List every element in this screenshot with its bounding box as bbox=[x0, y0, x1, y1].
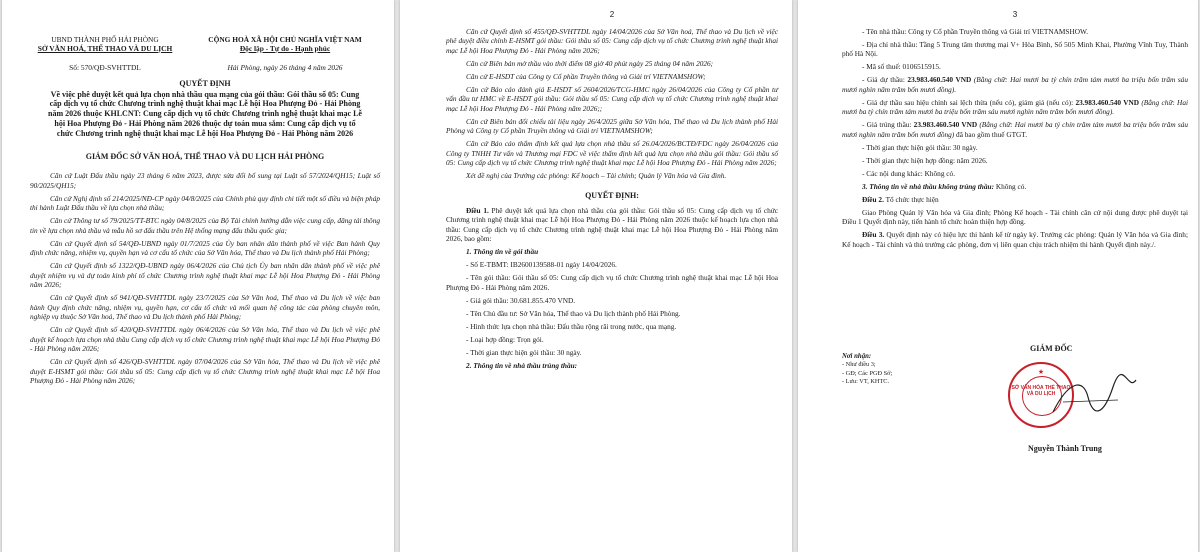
legal-basis-paragraph: Căn cứ Báo cáo thẩm định kết quả lựa chọn nhà thầu số 26.04/2026/BCTĐ/FDC ngày 26/04/2026 của Công ty TNHH Tư vấn và Thương mại FDC về việc thẩm định kết quả lựa chọn nhà thầu gói thầu: Gói thầu số 05: Cung cấp dịch vụ tổ chức Chương trình nghệ thuật khai mạc Lễ hội Hoa Phượng Đỏ - Hải Phòng năm 2026; bbox=[446, 139, 778, 168]
contractor-info-item: - Địa chỉ nhà thầu: Tầng 5 Trung tâm thương mại V+ Hòa Bình, Số 505 Minh Khai, Phường Vĩnh Tuy, Thành phố Hà Nội. bbox=[842, 39, 1188, 59]
section-3 bbox=[842, 182, 1188, 191]
contractor-info-item: - Mã số thuế: 0106515915. bbox=[862, 62, 941, 72]
section-1-heading: 1. Thông tin về gói thầu bbox=[466, 247, 539, 257]
article-3-label: Điều 3. bbox=[862, 230, 885, 240]
recipients-title: Nơi nhận: bbox=[842, 353, 872, 360]
proposal-paragraph: Xét đề nghị của Trưởng các phòng: Kế hoạch – Tài chính; Quản lý Văn hóa và Gia đình. bbox=[466, 171, 727, 181]
legal-basis-paragraph: Căn cứ Quyết định số 941/QĐ-SVHTTDL ngày 23/7/2025 của Sở Văn hoá, Thể thao và Du lịch về việc ban hành Quy định chức năng, nhiệm vụ, quyền hạn, cơ cấu tổ chức và mối quan hệ công tác của phòng chuyên môn, nghiệp vụ thuộc Sở Văn hoá, Thể thao và Du lịch thành phố Hải Phòng; bbox=[30, 293, 380, 322]
signer-title: GIÁM ĐỐC bbox=[1030, 344, 1073, 353]
article-1-label: Điều 1. bbox=[466, 205, 489, 215]
bid-price-words: (Bằng chữ: Hai mươi ba tỷ chín trăm tám mươi ba triệu bốn trăm sáu mươi nghìn năm trăm bốn mươi đồng). bbox=[842, 75, 1188, 94]
legal-basis-paragraph: Căn cứ Quyết định số 455/QĐ-SVHTTDL ngày 14/04/2026 của Sở Văn hoá, Thể thao và Du lịch về việc phê duyệt điều chỉnh E-HSMT gói thầu: Gói thầu số 05: Cung cấp dịch vụ tổ chức Chương trình nghệ thuật khai mạc Lễ hội Hoa Phượng Đỏ - Hải Phòng năm 2026; bbox=[446, 27, 778, 55]
package-info-item: - Giá gói thầu: 30.681.855.470 VND. bbox=[466, 295, 576, 305]
document-number: Số: 570/QĐ-SVHTTDL bbox=[69, 62, 141, 72]
page-3 bbox=[798, 0, 1198, 552]
page-number: 3 bbox=[1012, 10, 1018, 19]
decision-heading: QUYẾT ĐỊNH: bbox=[585, 190, 639, 200]
issuer-department: SỞ VĂN HOÁ, THỂ THAO VÀ DU LỊCH bbox=[37, 43, 173, 53]
corrected-price-words: (Bằng chữ: Hai mươi ba tỷ chín trăm tám mươi ba triệu bốn trăm sáu mươi nghìn năm trăm bốn mươi đồng). bbox=[842, 97, 1188, 117]
package-info-item: - Số E-TBMT: IB2600139588-01 ngày 14/04/2026. bbox=[466, 260, 617, 270]
winning-price-value: 23.983.460.540 VND bbox=[913, 120, 978, 130]
section-3-value: Không có. bbox=[994, 181, 1027, 191]
national-motto-block bbox=[190, 36, 380, 73]
legal-basis-paragraph: Căn cứ Biên bản mở thầu vào thời điểm 08 giờ 40 phút ngày 25 tháng 04 năm 2026; bbox=[466, 58, 714, 68]
corrected-price-value: 23.983.460.540 VND bbox=[1075, 97, 1140, 107]
legal-bases-continued bbox=[446, 27, 778, 181]
bid-price-value: 23.983.460.540 VND bbox=[907, 75, 972, 85]
bid-price bbox=[842, 75, 1188, 94]
recipient-item: - Lưu: VT, KHTC. bbox=[842, 378, 890, 386]
article-2 bbox=[842, 195, 1188, 204]
page-1 bbox=[2, 0, 394, 552]
package-info-item: - Tên Chủ đầu tư: Sở Văn hóa, Thể thao và Du lịch thành phố Hải Phòng. bbox=[466, 308, 681, 318]
legal-bases bbox=[30, 171, 380, 385]
corrected-price-label: - Giá dự thầu sau hiệu chỉnh sai lệch thừa (nếu có), giảm giá (nếu có): bbox=[862, 97, 1076, 107]
article-1-text: Phê duyệt kết quả lựa chọn nhà thầu của gói thầu: Gói thầu số 05: Cung cấp dịch vụ tổ chức Chương trình nghệ thuật khai mạc Lễ hội Hoa Phượng Đỏ - Hải Phòng năm 2026 thuộc kế hoạch lựa chọn nhà thầu: Cung cấp dịch vụ tổ chức Chương trình nghệ thuật khai mạc Lễ hội Hoa Phượng Đỏ - Hải Phòng năm 2026, bao gồm: bbox=[446, 205, 778, 244]
legal-basis-paragraph: Căn cứ Luật Đấu thầu ngày 23 tháng 6 năm 2023, được sửa đổi bổ sung tại Luật số 57/2024/QH15; Luật số 90/2025/QH15; bbox=[30, 171, 380, 190]
section-3-label: 3. Thông tin về nhà thầu không trúng thầu: bbox=[862, 181, 994, 191]
seal-text: SỞ VĂN HÓA THỂ THAO VÀ DU LỊCH bbox=[1011, 385, 1071, 397]
recipient-item: - GĐ; Các PGĐ Sở; bbox=[842, 369, 893, 377]
legal-basis-paragraph: Căn cứ E-HSDT của Công ty Cổ phần Truyền thông và Giải trí VIETNAMSHOW; bbox=[466, 71, 706, 81]
seal-star-icon: ★ bbox=[1037, 368, 1045, 376]
contract-info-item: - Các nội dung khác: Không có. bbox=[862, 168, 956, 178]
signature-mark bbox=[1048, 372, 1138, 422]
legal-basis-paragraph: Căn cứ Quyết định số 1322/QĐ-UBND ngày 06/4/2026 của Chủ tịch Ủy ban nhân dân thành phố về việc phê duyệt nhiệm vụ và dự toán kinh phí tổ chức Chương trình nghệ thuật khai mạc Lễ hội Hoa Phượng Đỏ - Hải Phòng năm 2026; bbox=[30, 261, 380, 290]
recipient-item: - Như điều 3; bbox=[842, 361, 876, 369]
place-date: Hải Phòng, ngày 26 tháng 4 năm 2026 bbox=[227, 62, 343, 72]
package-info-item: - Thời gian thực hiện gói thầu: 30 ngày. bbox=[466, 347, 582, 357]
national-motto: Độc lập - Tự do - Hạnh phúc bbox=[239, 43, 331, 53]
document-header bbox=[30, 36, 380, 73]
article-2-label: Điều 2. bbox=[862, 194, 884, 204]
decision-subtitle: Về việc phê duyệt kết quả lựa chọn nhà thầu qua mạng của gói thầu: Gói thầu số 05: Cung cấp dịch vụ tổ chức Chương trình nghệ thuật khai mạc Lễ hội Hoa Phượng Đỏ - Hải Phòng năm 2026 thuộc KHLCNT: Cung cấp dịch vụ tổ chức Chương trình nghệ thuật khai mạc Lễ hội Hoa Phượng Đỏ - Hải Phòng năm 2026 thuộc dự toán mua sắm: Cung cấp dịch vụ tổ chức Chương trình nghệ thuật khai mạc Lễ hội Hoa Phượng Đỏ - Hải Phòng năm 2026 bbox=[48, 89, 362, 138]
winning-price-suffix: đã bao gồm thuế GTGT. bbox=[954, 129, 1028, 139]
section-2-heading: 2. Thông tin về nhà thầu trúng thầu: bbox=[466, 360, 578, 370]
signer-name: Nguyễn Thành Trung bbox=[1028, 444, 1102, 453]
contractor-info-item: - Tên nhà thầu: Công ty Cổ phần Truyền thông và Giải trí VIETNAMSHOW. bbox=[862, 27, 1089, 36]
winning-price-label: - Giá trúng thầu: bbox=[862, 120, 914, 130]
article-1 bbox=[446, 206, 778, 244]
article-3 bbox=[842, 230, 1188, 249]
decision-title: QUYẾT ĐỊNH bbox=[179, 78, 231, 88]
legal-basis-paragraph: Căn cứ Quyết định số 54/QĐ-UBND ngày 01/7/2025 của Ủy ban nhân dân thành phố về việc Ban hành Quy định chức năng, nhiệm vụ, quyền hạn và cơ cấu tổ chức của Sở Văn hóa, Thể thao và Du lịch thành phố Hải Phòng; bbox=[30, 238, 380, 258]
package-info-item: - Loại hợp đồng: Trọn gói. bbox=[466, 334, 544, 344]
authority-heading: GIÁM ĐỐC SỞ VĂN HOÁ, THỂ THAO VÀ DU LỊCH HẢI PHÒNG bbox=[85, 152, 325, 162]
bid-price-label: - Giá dự thầu: bbox=[862, 75, 908, 85]
issuer-city: UBND THÀNH PHỐ HẢI PHÒNG bbox=[51, 35, 159, 44]
issuer-block bbox=[30, 36, 180, 73]
corrected-price bbox=[842, 98, 1188, 117]
page-number: 2 bbox=[609, 10, 615, 19]
legal-basis-paragraph: Căn cứ Quyết định số 426/QĐ-SVHTTDL ngày 07/04/2026 của Sở Văn hóa, Thể thao và Du lịch về việc phê duyệt E-HSMT gói thầu: Gói thầu số 05: Cung cấp dịch vụ tổ chức Chương trình nghệ thuật khai mạc Lễ hội Hoa Phượng Đỏ - Hải Phòng năm 2026; bbox=[30, 357, 380, 386]
legal-basis-paragraph: Căn cứ Thông tư số 79/2025/TT-BTC ngày 04/8/2025 của Bộ Tài chính hướng dẫn việc cung cấp, đăng tải thông tin về lựa chọn nhà thầu và mẫu hồ sơ đấu thầu trên Hệ thống mạng đấu thầu quốc gia; bbox=[30, 216, 380, 235]
legal-basis-paragraph: Căn cứ Biên bản đối chiếu tài liệu ngày 26/4/2025 giữa Sở Văn hóa, Thể thao và Du lịch thành phố Hải Phòng và Công ty Cổ phần Truyền thông và Giải trí VIETNAMSHOW; bbox=[446, 116, 778, 136]
article-2-body: Giao Phòng Quản lý Văn hóa và Gia đình; Phòng Kế hoạch - Tài chính căn cứ nội dung được phê duyệt tại Điều 1 Quyết định này, tiến hành tổ chức hoàn thiện hợp đồng. bbox=[842, 207, 1188, 227]
page-2 bbox=[400, 0, 792, 552]
winning-price-words: (Bằng chữ: Hai mươi ba tỷ chín trăm tám mươi ba triệu bốn trăm sáu mươi nghìn năm trăm bốn mươi đồng) bbox=[842, 120, 1188, 139]
package-info-item: - Hình thức lựa chọn nhà thầu: Đấu thầu rộng rãi trong nước, qua mạng. bbox=[466, 321, 677, 331]
article-2-text: Tổ chức thực hiện bbox=[883, 194, 939, 204]
contract-info-item: - Thời gian thực hiện gói thầu: 30 ngày. bbox=[862, 142, 978, 152]
article-3-text: Quyết định này có hiệu lực thi hành kể từ ngày ký. Trưởng các phòng: Quản lý Văn hóa và Gia đình; Kế hoạch - Tài chính và thủ trưởng các phòng, đơn vị liên quan chịu trách nhiệm thi hành Quyết định này./. bbox=[842, 230, 1188, 249]
legal-basis-paragraph: Căn cứ Nghị định số 214/2025/NĐ-CP ngày 04/8/2025 của Chính phủ quy định chi tiết một số điều và biện pháp thi hành Luật Đấu thầu về lựa chọn nhà thầu; bbox=[30, 193, 380, 213]
legal-basis-paragraph: Căn cứ Báo cáo đánh giá E-HSDT số 2604/2026/TCG-HMC ngày 26/04/2026 của Công ty Cổ phần tư vấn đầu tư HMC về E-HSDT gói thầu: Gói thầu số 05: Cung cấp dịch vụ tổ chức Chương trình nghệ thuật khai mạc Lễ hội Hoa Phượng Đỏ - Hải Phòng năm 2026;; bbox=[446, 84, 778, 113]
contract-info-item: - Thời gian thực hiện hợp đồng: năm 2026. bbox=[862, 155, 988, 165]
winning-price bbox=[842, 120, 1188, 139]
national-title: CỘNG HOÀ XÃ HỘI CHỦ NGHĨA VIỆT NAM bbox=[208, 35, 362, 44]
package-info-item: - Tên gói thầu: Gói thầu số 05: Cung cấp dịch vụ tổ chức Chương trình nghệ thuật khai mạc Lễ hội Hoa Phượng Đỏ - Hải Phòng năm 2026. bbox=[446, 273, 778, 292]
recipients-block bbox=[842, 352, 892, 387]
legal-basis-paragraph: Căn cứ Quyết định số 420/QĐ-SVHTTDL ngày 06/4/2026 của Sở Văn hóa, Thể thao và Du lịch về việc phê duyệt kế hoạch lựa chọn nhà thầu Cung cấp dịch vụ tổ chức Chương trình nghệ thuật khai mạc Lễ hội Hoa Phượng Đỏ - Hải Phòng năm 2026; bbox=[30, 325, 380, 354]
